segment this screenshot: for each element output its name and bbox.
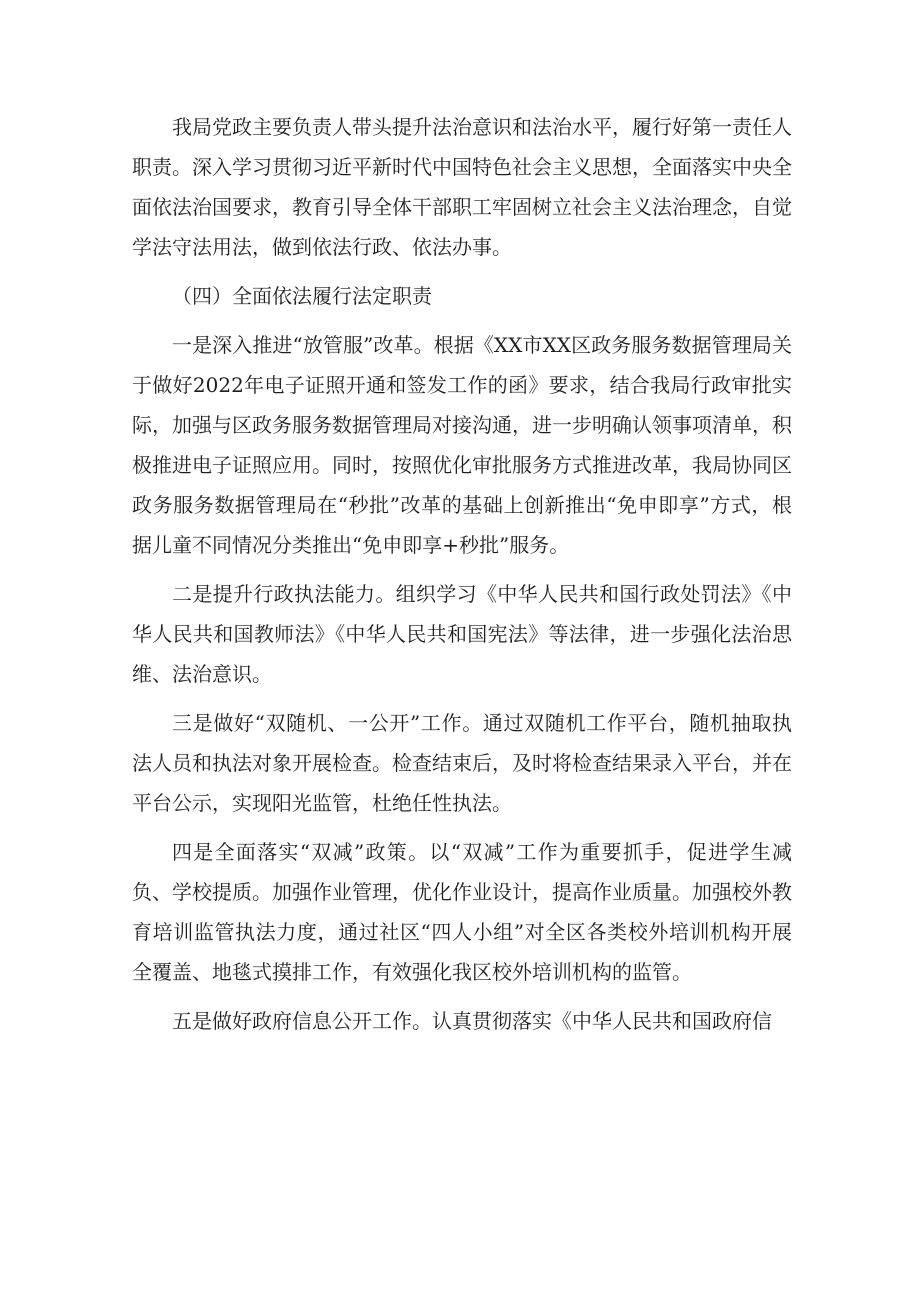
paragraph-fangguanfu-reform: 一是深入推进“放管服”改革。根据《XX市XX区政务服务数据管理局关于做好2022年电子证照开通和签发工作的函》要求，结合我局行政审批实际，加强与区政务服务数据管理局对接沟通，进一步明确认领事项清单，积极推进电子证照应用。同时，按照优化审批服务方式推进改革，我局协同区政务服务数据管理局在“秒批”改革的基础上创新推出“免申即享”方式，根据儿童不同情况分类推出“免申即享+秒批”服务。 [132,333,792,557]
document-body [132,107,792,1050]
paragraph-law-enforcement-capacity: 二是提升行政执法能力。组织学习《中华人民共和国行政处罚法》《中华人民共和国教师法》《中华人民共和国宪法》等法律，进一步强化法治思维、法治意识。 [132,582,792,686]
paragraph-double-reduction: 四是全面落实“双减”政策。以“双减”工作为重要抓手，促进学生减负、学校提质。加强作业管理，优化作业设计，提高作业质量。加强校外教育培训监管执法力度，通过社区“四人小组”对全区各类校外培训机构开展全覆盖、地毯式摸排工作，有效强化我区校外培训机构的监管。 [132,840,792,984]
paragraph-leadership-rule-of-law: 我局党政主要负责人带头提升法治意识和法治水平，履行好第一责任人职责。深入学习贯彻习近平新时代中国特色社会主义思想，全面落实中央全面依法治国要求，教育引导全体干部职工牢固树立社会主义法治理念，自觉学法守法用法，做到依法行政、依法办事。 [132,115,792,259]
paragraph-double-random: 三是做好“双随机、一公开”工作。通过双随机工作平台，随机抽取执法人员和执法对象开展检查。检查结束后，及时将检查结果录入平台，并在平台公示，实现阳光监管，杜绝任性执法。 [132,711,792,815]
paragraph-info-disclosure: 五是做好政府信息公开工作。认真贯彻落实《中华人民共和国政府信 [172,1009,772,1033]
section-heading-four: （四）全面依法履行法定职责 [172,284,432,308]
